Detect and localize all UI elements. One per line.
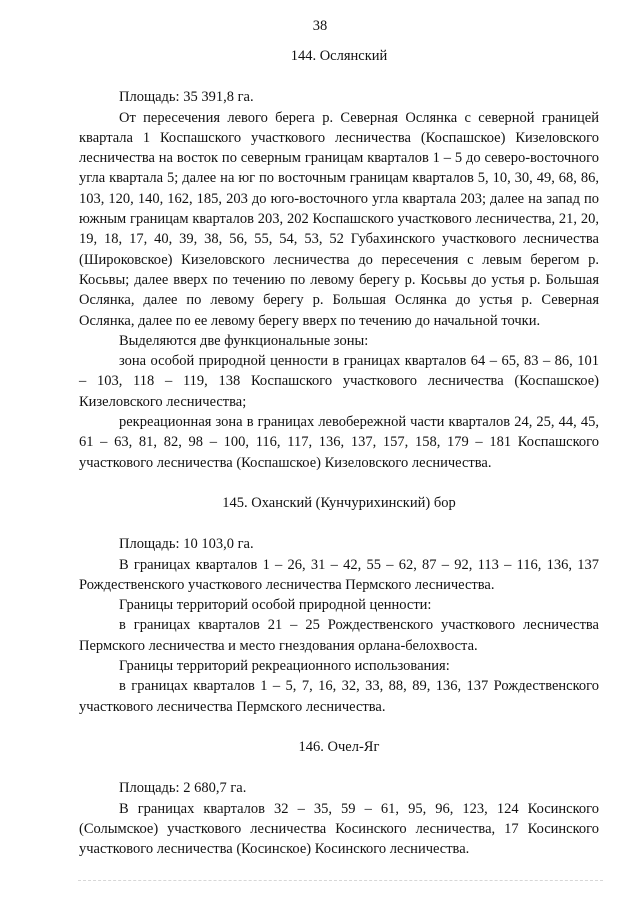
section-146 bbox=[79, 737, 599, 859]
section-paragraph: Выделяются две функциональные зоны: bbox=[119, 332, 369, 349]
section-paragraph: В границах кварталов 1 – 26, 31 – 42, 55 – 62, 87 – 92, 113 – 116, 136, 137 Рождественского участкового лесничества Пермского лесничества. bbox=[79, 556, 599, 593]
section-paragraph: зона особой природной ценности в границах кварталов 64 – 65, 83 – 86, 101 – 103, 118 – 119, 138 Коспашского участкового лесничества (Коспашское) Кизеловского лесничества; bbox=[79, 353, 599, 410]
section-area: Площадь: 2 680,7 га. bbox=[119, 780, 247, 797]
section-area: Площадь: 35 391,8 га. bbox=[119, 89, 254, 106]
section-title: 144. Ослянский bbox=[290, 48, 388, 64]
section-144 bbox=[79, 46, 599, 473]
section-paragraph: В границах кварталов 32 – 35, 59 – 61, 95, 96, 123, 124 Косинского (Солымское) участкового лесничества Косинского лесничества, 17 Косинского участкового лесничества (Косинское) Косинского лесничества. bbox=[79, 800, 599, 858]
section-paragraph: От пересечения левого берега р. Северная Ослянка с северной границей квартала 1 Коспашского участкового лесничества (Коспашское) Кизеловского лесничества на восток по северным границам кварталов 1 – 5 до северо-восточного угла квартала 5; далее на юг по восточным границам кварталов 5, 10, 30, 49, 68, 86, 103, 120, 140, 162, 185, 203 до юго-восточного угла квартала 203; далее на запад по южным границам кварталов 203, 202 Коспашского участкового лесничества, 21, 20, 19, 18, 17, 40, 39, 38, 56, 55, 54, 53, 52 Губахинского участкового лесничества (Широковское) Кизеловского лесничества до пересечения с левым берегом р. Косьвы; далее вверх по течению по левому берегу р. Косьвы до устья р. Большая Ослянка, далее по левому берегу р. Большая Ослянка до устья р. Северная Ослянка, далее по ее левому берегу вверх по течению до начальной точки. bbox=[79, 109, 599, 329]
section-paragraph: в границах кварталов 21 – 25 Рождественского участкового лесничества Пермского лесничества и место гнездования орлана-белохвоста. bbox=[79, 617, 599, 654]
section-title: 145. Оханский (Кунчурихинский) бор bbox=[222, 494, 456, 511]
section-paragraph: рекреационная зона в границах левобережной части кварталов 24, 25, 44, 45, 61 – 63, 81, 82, 98 – 100, 116, 117, 136, 137, 157, 158, 179 – 181 Коспашского участкового лесничества (Коспашское) Кизеловского лесничества. bbox=[79, 414, 599, 471]
section-paragraph: Границы территорий особой природной ценности: bbox=[119, 597, 432, 614]
section-paragraph: в границах кварталов 1 – 5, 7, 16, 32, 33, 88, 89, 136, 137 Рождественского участкового лесничества Пермского лесничества. bbox=[79, 678, 599, 715]
section-area: Площадь: 10 103,0 га. bbox=[119, 536, 254, 553]
scan-bottom-edge bbox=[78, 880, 603, 881]
section-title: 146. Очел-Яг bbox=[298, 738, 380, 755]
section-145 bbox=[79, 493, 599, 717]
page-number: 38 bbox=[312, 18, 328, 34]
document-body bbox=[79, 46, 599, 859]
section-paragraph: Границы территорий рекреационного использования: bbox=[119, 658, 450, 675]
